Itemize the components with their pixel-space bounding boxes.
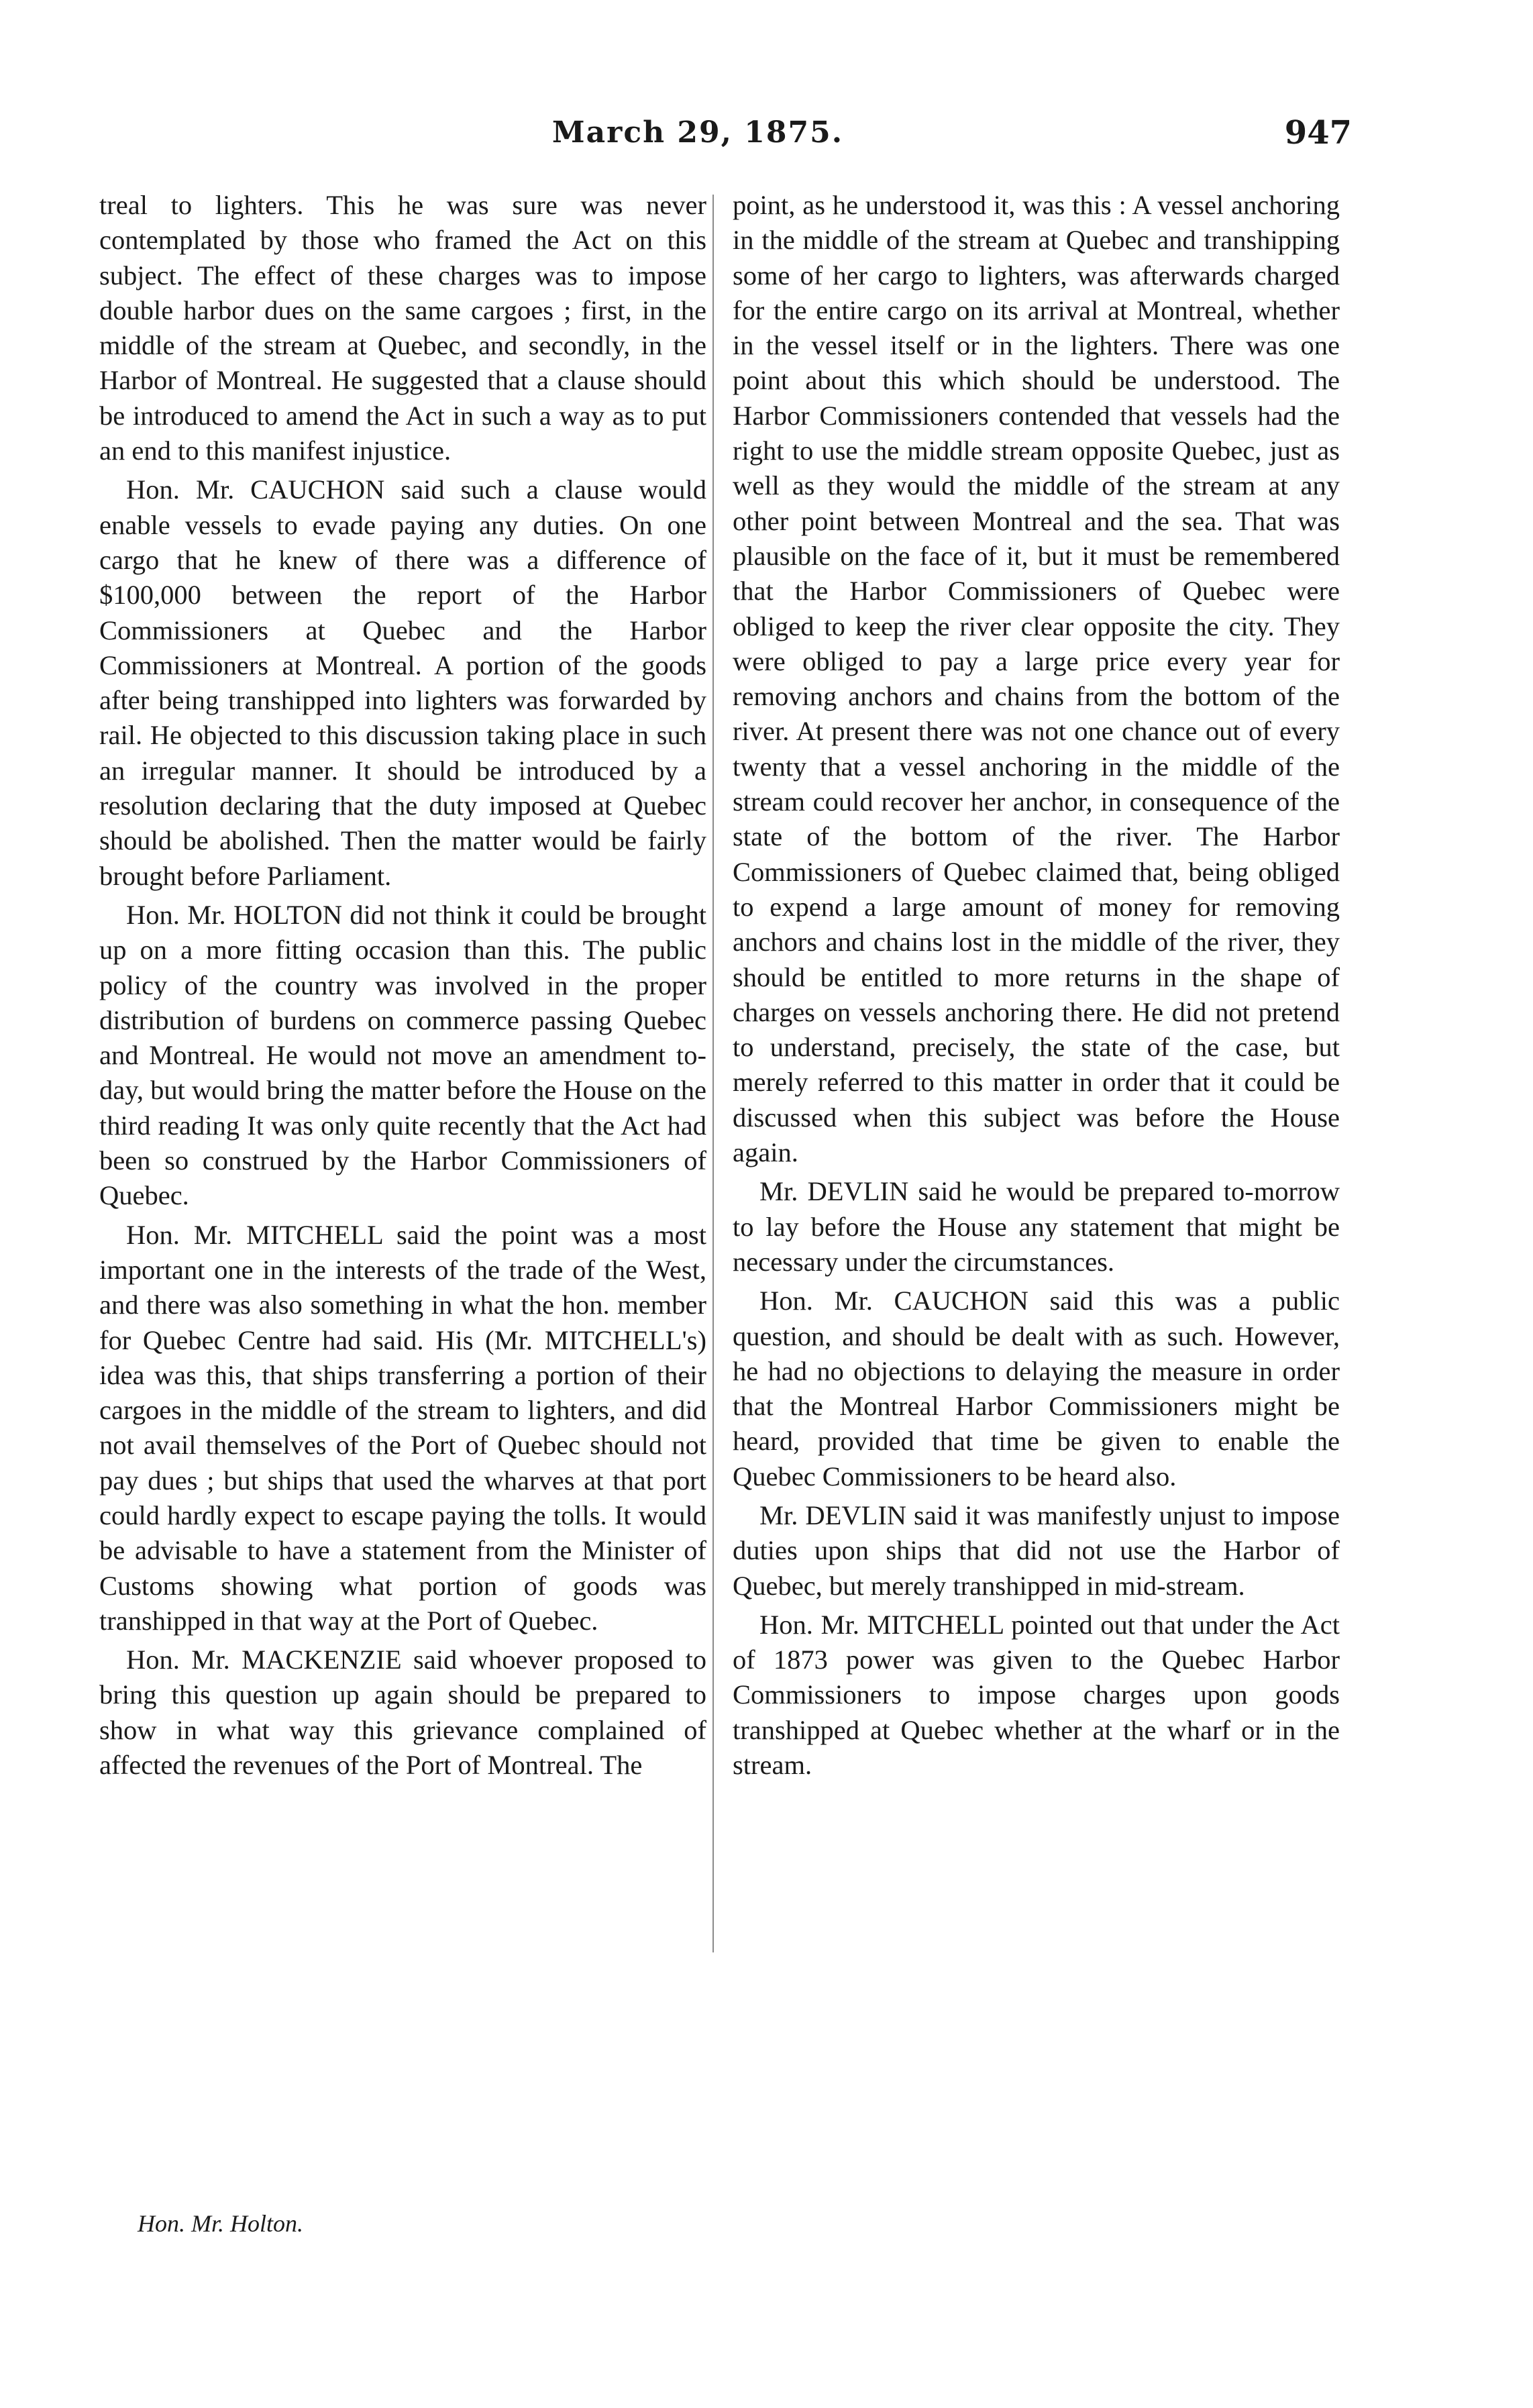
paragraph: point, as he understood it, was this : A vessel anchoring in the middle of the stream at Quebec and transhipping some of her cargo to lighters, was afterwards charged for the entire cargo on its arrival at Montreal, whether in the vessel itself or in the lighters. There was one point about this which should be understood. The Harbor Commissioners contended that vessels had the right to use the middle stream opposite Quebec, just as well as they would the middle of the stream at any other point between Montreal and the sea. That was plausible on the face of it, but it must be remembered that the Harbor Commissioners of Quebec were obliged to keep the river clear opposite the city. They were obliged to pay a large price every year for removing anchors and chains from the bottom of the river. At present there was not one chance out of every twenty that a vessel anchoring in the middle of the stream could recover her anchor, in consequence of the state of the bottom of the river. The Harbor Commissioners of Quebec claimed that, being obliged to expend a large amount of money for removing anchors and chains lost in the middle of the river, they should be entitled to more returns in the shape of charges on vessels anchoring there. He did not pretend to understand, precisely, the state of the case, but merely referred to this matter in order that it could be discussed when this subject was before the House again. <box>733 190 1340 1168</box>
paragraph: Mr. DEVLIN said it was manifestly unjust to impose duties upon ships that did not use the Harbor of Quebec, but merely transhipped in mid-stream. <box>733 1500 1340 1601</box>
page-date: March 29, 1875. <box>551 115 844 150</box>
paragraph: Hon. Mr. CAUCHON said such a clause would enable vessels to evade paying any duties. On one cargo that he knew of there was a difference of $100,000 between the report of the Harbor Commissioners at Quebec and the Harbor Commissioners at Montreal. A portion of the goods after being transhipped into lighters was forwarded by rail. He objected to this discussion taking place in such an irregular manner. It should be introduced by a resolution declaring that the duty imposed at Quebec should be abolished. Then the matter would be fairly brought before Parliament. <box>99 474 706 891</box>
running-footer: Hon. Mr. Holton. <box>138 2210 304 2237</box>
paragraph: Hon. Mr. MITCHELL said the point was a most important one in the interests of the trade of the West, and there was also something in what the hon. member for Quebec Centre had said. His (Mr. MITCHELL's) idea was this, that ships transferring a portion of their cargoes in the middle of the stream to lighters, and did not avail themselves of the Port of Quebec should not pay dues ; but ships that used the wharves at that port could hardly expect to escape paying the tolls. It would be advisable to have a statement from the Minister of Customs showing what portion of goods was transhipped in that way at the Port of Quebec. <box>99 1219 706 1636</box>
paragraph: Hon. Mr. MACKENZIE said whoever proposed to bring this question up again should be prepared to show in what way this grievance complained of affected the revenues of the Port of Montreal. The <box>99 1644 706 1781</box>
paragraph: Hon. Mr. MITCHELL pointed out that under the Act of 1873 power was given to the Quebec Harbor Commissioners to impose charges upon goods transhipped at Quebec whether at the wharf or in the stream. <box>733 1609 1340 1781</box>
paragraph: Hon. Mr. CAUCHON said this was a public question, and should be dealt with as such. However, he had no objections to delaying the measure in order that the Montreal Harbor Commissioners might be heard, provided that time be given to enable the Quebec Commissioners to be heard also. <box>733 1286 1340 1491</box>
paragraph: Hon. Mr. HOLTON did not think it could be brought up on a more fitting occasion than this. The public policy of the country was involved in the proper distribution of burdens on commerce passing Quebec and Montreal. He would not move an amendment to-day, but would bring the matter before the House on the third reading It was only quite recently that the Act had been so construed by the Harbor Commissioners of Quebec. <box>99 899 707 1211</box>
right-column <box>733 188 1340 1783</box>
page-number: 947 <box>1284 114 1352 152</box>
paragraph: treal to lighters. This he was sure was never contemplated by those who framed the Act on this subject. The effect of these charges was to impose double harbor dues on the same cargoes ; first, in the middle of the stream at Quebec, and secondly, in the Harbor of Montreal. He suggested that a clause should be introduced to amend the Act in such a way as to put an end to this manifest injustice. <box>99 190 706 466</box>
column-divider <box>712 195 714 1952</box>
paragraph: Mr. DEVLIN said he would be prepared to-morrow to lay before the House any statement that might be necessary under the circumstances. <box>733 1176 1340 1277</box>
left-column <box>99 188 706 1783</box>
